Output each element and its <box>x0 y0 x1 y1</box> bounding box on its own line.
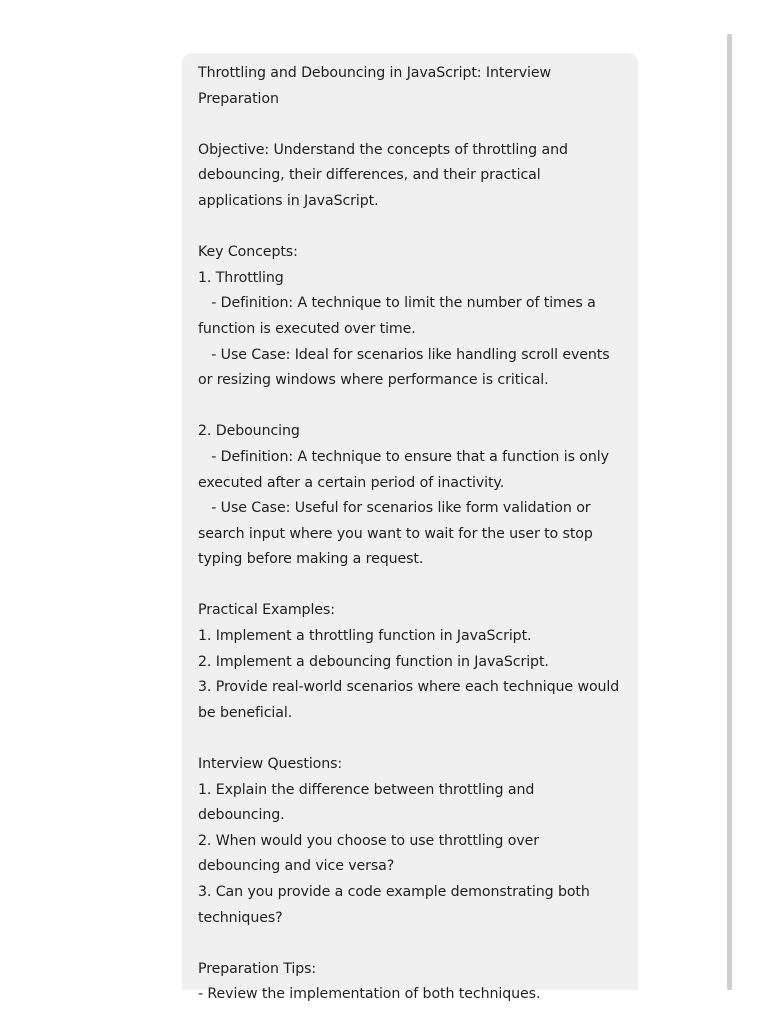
message-bubble <box>182 53 638 1003</box>
scrollbar-track[interactable] <box>727 34 733 990</box>
message-text: Throttling and Debouncing in JavaScript: Interview Preparation Objective: Understand the concepts of throttling and debouncing, their differences, and their practical applications in JavaScript. Key Concepts: 1. Throttling - Definition: A technique to limit the number of times a function is executed over time. - Use Case: Ideal for scenarios like handling scroll events or resizing windows where performance is critical. 2. Debouncing - Definition: A technique to ensure that a function is only executed after a certain period of inactivity. - Use Case: Useful for scenarios like form validation or search input where you want to wait for the user to stop typing before making a request. Practical Examples: 1. Implement a throttling function in JavaScript. 2. Implement a debouncing function in JavaScript. 3. Provide real-world scenarios where each technique would be beneficial. Interview Questions: 1. Explain the difference between throttling and debouncing. 2. When would you choose to use throttling over debouncing and vice versa? 3. Can you provide a code example demonstrating both techniques? Preparation Tips: - Review the implementation of both techniques. <box>198 65 620 1003</box>
scrollbar-thumb[interactable] <box>727 34 732 990</box>
